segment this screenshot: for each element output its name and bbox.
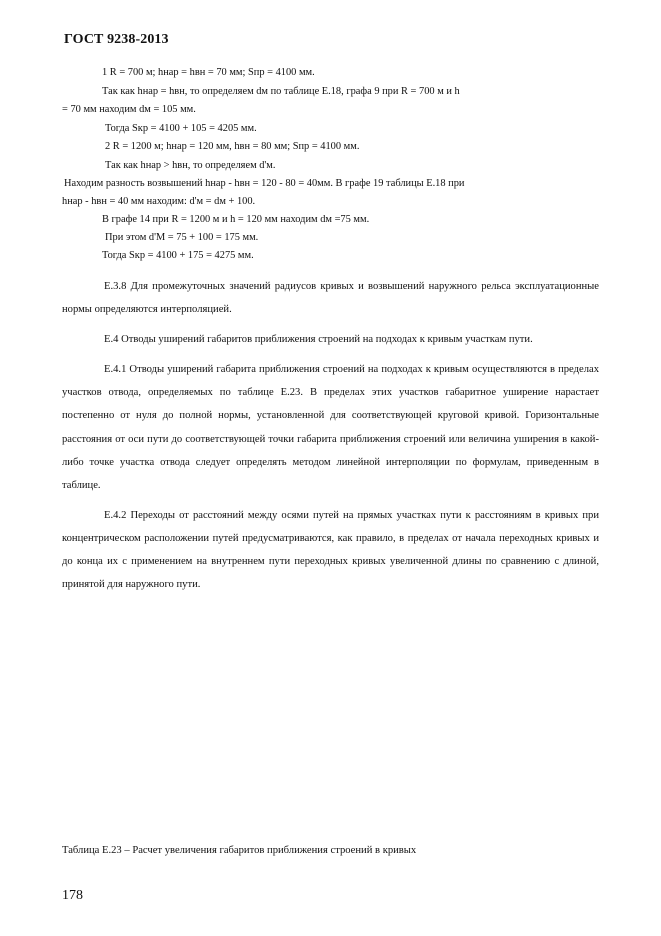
paragraph-e41: Е.4.1 Отводы уширений габарита приближения строений на подходах к кривым осуществляются в пределах участков отвода, определяемых по таблице Е.23. В пределах этих участков габаритное уширение нарастает постепенно от нуля до полной нормы, установленной для соответствующей круговой кривой. Горизонтальные расстояния от оси пути до соответствующей точки габарита приближения строений или величина уширения в какой-либо точке участка отвода следует определять методом линейной интерполяции по формулам, приведенным в таблице. [62, 364, 599, 491]
calc-line: Находим разность возвышений hнар - hвн = 120 - 80 = 40мм. В графе 19 таблицы Е.18 при [64, 178, 465, 189]
paragraph-e38: Е.3.8 Для промежуточных значений радиусов кривых и возвышений наружного рельса эксплуатационные нормы определяются интерполяцией. [62, 281, 599, 316]
calc-line: Так как hнар = hвн, то определяем dм по таблице Е.18, графа 9 при R = 700 м и h [102, 86, 460, 97]
calc-line: hнар - hвн = 40 мм находим: d'м = dм + 100. [62, 196, 256, 207]
document-header: ГОСТ 9238-2013 [64, 32, 169, 47]
table-caption: Таблица Е.23 – Расчет увеличения габаритов приближения строений в кривых [62, 845, 417, 856]
calc-line: 1 R = 700 м; hнар = hвн = 70 мм; Sпр = 4100 мм. [102, 67, 315, 78]
calc-line: 2 R = 1200 м; hнар = 120 мм, hвн = 80 мм; Sпр = 4100 мм. [105, 141, 360, 152]
body-text [62, 275, 599, 603]
calc-line: Так как hнар > hвн, то определяем d'м. [105, 160, 276, 171]
calc-line: = 70 мм находим dм = 105 мм. [62, 104, 196, 115]
calc-line: Тогда Sкр = 4100 + 175 = 4275 мм. [102, 250, 254, 261]
calc-line: В графе 14 при R = 1200 м и h = 120 мм находим dм =75 мм. [102, 214, 370, 225]
calc-line: При этом d'M = 75 + 100 = 175 мм. [105, 232, 259, 243]
paragraph-e42: Е.4.2 Переходы от расстояний между осями путей на прямых участках пути к расстояниям в кривых при концентрическом расположении путей предусматриваются, как правило, в пределах от начала переходных кривых и до конца их с применением на внутреннем пути переходных кривых увеличенной длины по сравнению с длиной, принятой для наружного пути. [62, 509, 599, 591]
page-number: 178 [62, 888, 83, 903]
calc-line: Тогда Sкр = 4100 + 105 = 4205 мм. [105, 123, 257, 134]
paragraph-e4: Е.4 Отводы уширений габаритов приближения строений на подходах к кривым участкам пути. [104, 334, 533, 346]
